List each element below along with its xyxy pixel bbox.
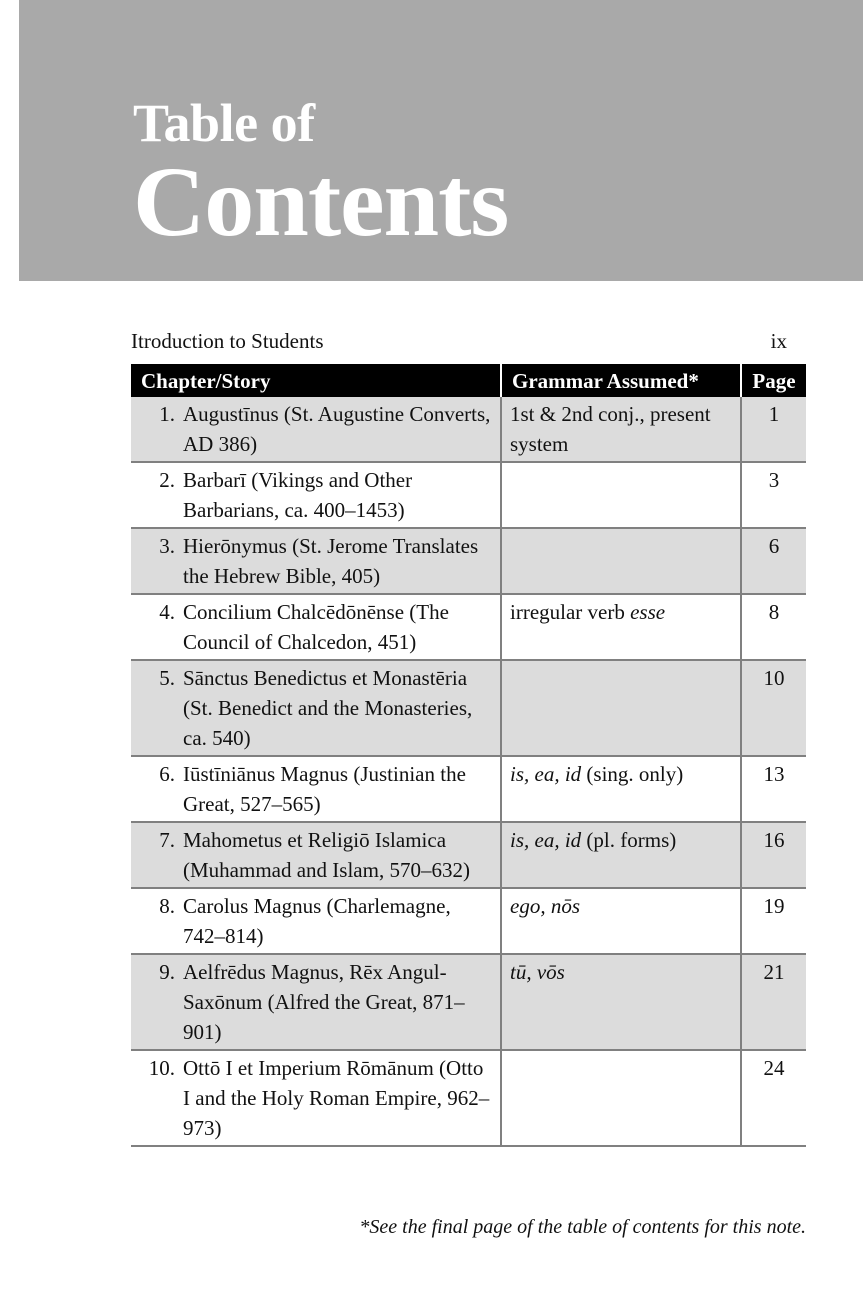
table-header-row	[131, 364, 806, 397]
intro-entry[interactable]	[131, 326, 787, 356]
column-header-chapter: Chapter/Story	[131, 364, 501, 397]
chapter-cell	[131, 397, 501, 462]
grammar-cell	[501, 954, 741, 1050]
table-row[interactable]	[131, 397, 806, 462]
grammar-cell	[501, 528, 741, 594]
table-row[interactable]	[131, 822, 806, 888]
page-number: 10	[741, 660, 806, 756]
grammar-italic: is, ea, id	[510, 828, 582, 852]
table-row[interactable]	[131, 594, 806, 660]
chapter-cell	[131, 594, 501, 660]
chapter-title: Sānctus Benedictus et Monastēria (St. Benedict and the Monasteries, ca. 540)	[183, 666, 473, 750]
chapter-number: 4.	[159, 600, 175, 624]
chapter-title: Hierōnymus (St. Jerome Translates the Hebrew Bible, 405)	[183, 534, 479, 588]
page-number: 24	[741, 1050, 806, 1146]
grammar-cell	[501, 462, 741, 528]
chapter-number: 10.	[148, 1056, 175, 1080]
grammar-cell	[501, 594, 741, 660]
chapter-number: 6.	[159, 762, 175, 786]
grammar-cell	[501, 1050, 741, 1146]
page-title-line1: Table of	[133, 93, 315, 153]
page-number: 8	[741, 594, 806, 660]
grammar-italic-suffix: esse	[630, 600, 666, 624]
page-number: 13	[741, 756, 806, 822]
grammar-cell	[501, 397, 741, 462]
chapter-cell	[131, 756, 501, 822]
page-number: 21	[741, 954, 806, 1050]
chapter-title: Iūstīniānus Magnus (Justinian the Great, 527–565)	[183, 762, 466, 816]
chapter-cell	[131, 888, 501, 954]
page-number: 19	[741, 888, 806, 954]
page-number: 3	[741, 462, 806, 528]
grammar-text: irregular verb	[510, 600, 631, 624]
grammar-italic: is, ea, id	[510, 762, 582, 786]
chapter-title: Ottō I et Imperium Rōmānum (Otto I and the Holy Roman Empire, 962–973)	[183, 1056, 490, 1140]
chapter-cell	[131, 462, 501, 528]
chapter-number: 1.	[159, 402, 175, 426]
chapter-number: 7.	[159, 828, 175, 852]
chapter-cell	[131, 528, 501, 594]
grammar-cell	[501, 822, 741, 888]
grammar-text: (pl. forms)	[581, 828, 677, 852]
intro-label: Itroduction to Students	[131, 329, 324, 353]
chapter-title: Concilium Chalcēdōnēnse (The Council of Chalcedon, 451)	[183, 600, 449, 654]
grammar-text: 1st & 2nd conj., present system	[510, 402, 711, 456]
chapter-number: 3.	[159, 534, 175, 558]
page-number: 6	[741, 528, 806, 594]
chapter-number: 2.	[159, 468, 175, 492]
grammar-italic: ego, nōs	[510, 894, 580, 918]
chapter-cell	[131, 822, 501, 888]
table-row[interactable]	[131, 528, 806, 594]
grammar-text: (sing. only)	[581, 762, 684, 786]
grammar-italic: tū, vōs	[510, 960, 565, 984]
page-number: 16	[741, 822, 806, 888]
chapter-number: 8.	[159, 894, 175, 918]
table-row[interactable]	[131, 954, 806, 1050]
table-row[interactable]	[131, 756, 806, 822]
table-row[interactable]	[131, 1050, 806, 1146]
chapter-title: Augustīnus (St. Augustine Converts, AD 386)	[183, 402, 491, 456]
chapter-number: 9.	[159, 960, 175, 984]
page-number: 1	[741, 397, 806, 462]
column-header-page: Page	[741, 364, 806, 397]
chapter-title: Mahometus et Religiō Islamica (Muhammad and Islam, 570–632)	[183, 828, 470, 882]
table-row[interactable]	[131, 888, 806, 954]
chapter-cell	[131, 954, 501, 1050]
chapter-cell	[131, 660, 501, 756]
chapter-cell	[131, 1050, 501, 1146]
table-row[interactable]	[131, 660, 806, 756]
intro-page-number: ix	[770, 329, 787, 353]
grammar-cell	[501, 888, 741, 954]
grammar-cell	[501, 660, 741, 756]
page-title-line2: Contents	[133, 146, 509, 257]
grammar-cell	[501, 756, 741, 822]
chapter-title: Barbarī (Vikings and Other Barbarians, ca. 400–1453)	[183, 468, 413, 522]
footnote: *See the final page of the table of contents for this note.	[359, 1216, 806, 1238]
chapter-number: 5.	[159, 666, 175, 690]
chapter-title: Aelfrēdus Magnus, Rēx Angul-Saxōnum (Alfred the Great, 871–901)	[183, 960, 465, 1044]
chapter-title: Carolus Magnus (Charlemagne, 742–814)	[183, 894, 451, 948]
column-header-grammar: Grammar Assumed*	[501, 364, 741, 397]
contents-table	[131, 364, 806, 1147]
table-row[interactable]	[131, 462, 806, 528]
